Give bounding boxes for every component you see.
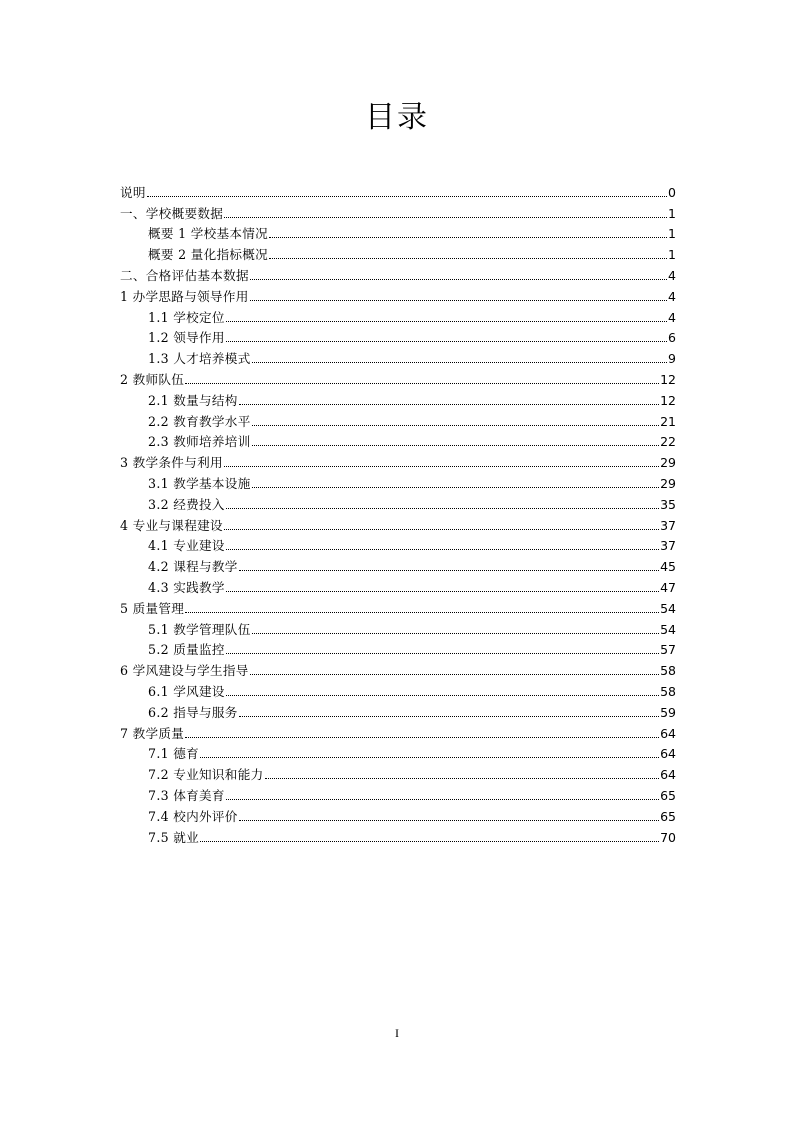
toc-entry-title: 6.1 学风建设 [148,683,225,699]
toc-entry-page: 64 [660,746,676,762]
toc-dot-leader [239,819,659,821]
toc-entry[interactable] [120,805,676,826]
toc-entry-title: 3.2 经费投入 [148,496,225,512]
toc-entry-title: 3 教学条件与利用 [120,455,223,471]
toc-entry[interactable] [120,223,676,244]
toc-entry[interactable] [120,535,676,556]
toc-entry-page: 4 [668,309,676,325]
toc-entry-page: 54 [660,621,676,637]
toc-entry-page: 59 [660,704,676,720]
toc-dot-leader [250,278,667,280]
toc-dot-leader [224,216,667,218]
toc-entry-title: 5.2 质量监控 [148,642,225,658]
page-title: 目录 [365,100,429,135]
toc-entry[interactable] [120,680,676,701]
toc-entry[interactable] [120,555,676,576]
toc-entry-title: 4.3 实践教学 [148,579,225,595]
toc-entry-title: 6 学风建设与学生指导 [120,663,249,679]
toc-entry[interactable] [120,389,676,410]
toc-dot-leader [200,840,659,842]
toc-entry-title: 说明 [120,184,146,200]
toc-entry[interactable] [120,431,676,452]
toc-entry[interactable] [120,493,676,514]
toc-dot-leader [252,486,659,488]
toc-entry-title: 5 质量管理 [120,600,185,616]
toc-entry[interactable] [120,722,676,743]
toc-entry[interactable] [120,701,676,722]
toc-entry-page: 4 [668,288,676,304]
toc-entry-page: 9 [668,351,676,367]
toc-dot-leader [226,590,659,592]
toc-entry-page: 1 [668,226,676,242]
toc-dot-leader [239,403,659,405]
toc-dot-leader [200,756,659,758]
toc-entry[interactable] [120,784,676,805]
toc-dot-leader [252,424,659,426]
toc-entry[interactable] [120,243,676,264]
toc-entry-title: 1 办学思路与领导作用 [120,288,249,304]
toc-entry-page: 35 [660,496,676,512]
toc-entry[interactable] [120,285,676,306]
toc-entry[interactable] [120,327,676,348]
toc-entry[interactable] [120,639,676,660]
toc-dot-leader [185,611,659,613]
toc-dot-leader [226,694,659,696]
toc-entry-title: 2 教师队伍 [120,371,185,387]
toc-entry-title: 4.2 课程与教学 [148,559,238,575]
toc-entry-page: 21 [660,413,676,429]
toc-dot-leader [226,507,659,509]
toc-entry-title: 2.1 数量与结构 [148,392,238,408]
toc-entry-title: 一、学校概要数据 [120,205,224,221]
toc-dot-leader [250,673,659,675]
toc-entry[interactable] [120,347,676,368]
toc-entry[interactable] [120,368,676,389]
toc-entry-page: 57 [660,642,676,658]
toc-dot-leader [269,257,667,259]
toc-entry[interactable] [120,306,676,327]
toc-entry-page: 1 [668,205,676,221]
toc-entry-page: 6 [668,330,676,346]
toc-dot-leader [226,798,659,800]
toc-entry[interactable] [120,763,676,784]
toc-entry-title: 7.4 校内外评价 [148,808,238,824]
toc-entry-title: 4.1 专业建设 [148,538,225,554]
toc-entry[interactable] [120,514,676,535]
toc-entry[interactable] [120,743,676,764]
toc-entry-page: 64 [660,767,676,783]
toc-dot-leader [226,548,659,550]
toc-entry[interactable] [120,202,676,223]
toc-entry-page: 0 [668,184,676,200]
toc-entry-page: 65 [660,808,676,824]
toc-dot-leader [265,777,660,779]
page-number: I [395,1026,399,1040]
toc-entry-page: 22 [660,434,676,450]
toc-entry[interactable] [120,181,676,202]
toc-entry-page: 29 [660,475,676,491]
toc-entry-page: 1 [668,247,676,263]
toc-dot-leader [239,569,659,571]
toc-entry-page: 12 [660,392,676,408]
toc-entry-page: 58 [660,663,676,679]
toc-dot-leader [269,236,667,238]
toc-entry[interactable] [120,264,676,285]
toc-entry[interactable] [120,576,676,597]
toc-dot-leader [252,632,659,634]
toc-dot-leader [226,320,667,322]
toc-dot-leader [224,465,659,467]
toc-entry-title: 7.2 专业知识和能力 [148,767,264,783]
toc-entry-title: 二、合格评估基本数据 [120,267,249,283]
toc-entry[interactable] [120,410,676,431]
toc-entry-page: 47 [660,579,676,595]
toc-entry[interactable] [120,451,676,472]
toc-dot-leader [250,299,667,301]
toc-entry-title: 1.3 人才培养模式 [148,351,251,367]
toc-entry-title: 2.2 教育教学水平 [148,413,251,429]
toc-entry-page: 4 [668,267,676,283]
toc-entry-page: 12 [660,371,676,387]
toc-entry-title: 7.5 就业 [148,829,200,845]
table-of-contents [120,181,676,847]
toc-entry-page: 37 [660,538,676,554]
toc-entry-title: 概要 2 量化指标概况 [148,247,269,263]
toc-dot-leader [239,715,659,717]
toc-entry-title: 2.3 教师培养培训 [148,434,251,450]
toc-entry-title: 5.1 教学管理队伍 [148,621,251,637]
toc-entry-page: 45 [660,559,676,575]
toc-entry-title: 7 教学质量 [120,725,185,741]
toc-entry-title: 7.1 德育 [148,746,200,762]
toc-entry-page: 65 [660,787,676,803]
toc-entry-title: 1.1 学校定位 [148,309,225,325]
toc-dot-leader [185,382,659,384]
toc-dot-leader [252,361,667,363]
toc-entry-title: 1.2 领导作用 [148,330,225,346]
toc-dot-leader [226,652,659,654]
toc-entry-page: 70 [660,829,676,845]
toc-entry[interactable] [120,826,676,847]
toc-entry[interactable] [120,618,676,639]
toc-dot-leader [185,736,659,738]
toc-entry[interactable] [120,659,676,680]
toc-entry-title: 概要 1 学校基本情况 [148,226,269,242]
toc-entry-page: 29 [660,455,676,471]
toc-dot-leader [226,340,667,342]
toc-entry-title: 4 专业与课程建设 [120,517,223,533]
toc-dot-leader [147,195,667,197]
toc-entry[interactable] [120,597,676,618]
toc-entry-title: 7.3 体育美育 [148,787,225,803]
toc-entry-page: 37 [660,517,676,533]
toc-entry-title: 3.1 教学基本设施 [148,475,251,491]
toc-dot-leader [224,528,659,530]
toc-entry-page: 58 [660,683,676,699]
toc-dot-leader [252,444,659,446]
toc-entry-page: 64 [660,725,676,741]
toc-entry-page: 54 [660,600,676,616]
toc-entry-title: 6.2 指导与服务 [148,704,238,720]
toc-entry[interactable] [120,472,676,493]
